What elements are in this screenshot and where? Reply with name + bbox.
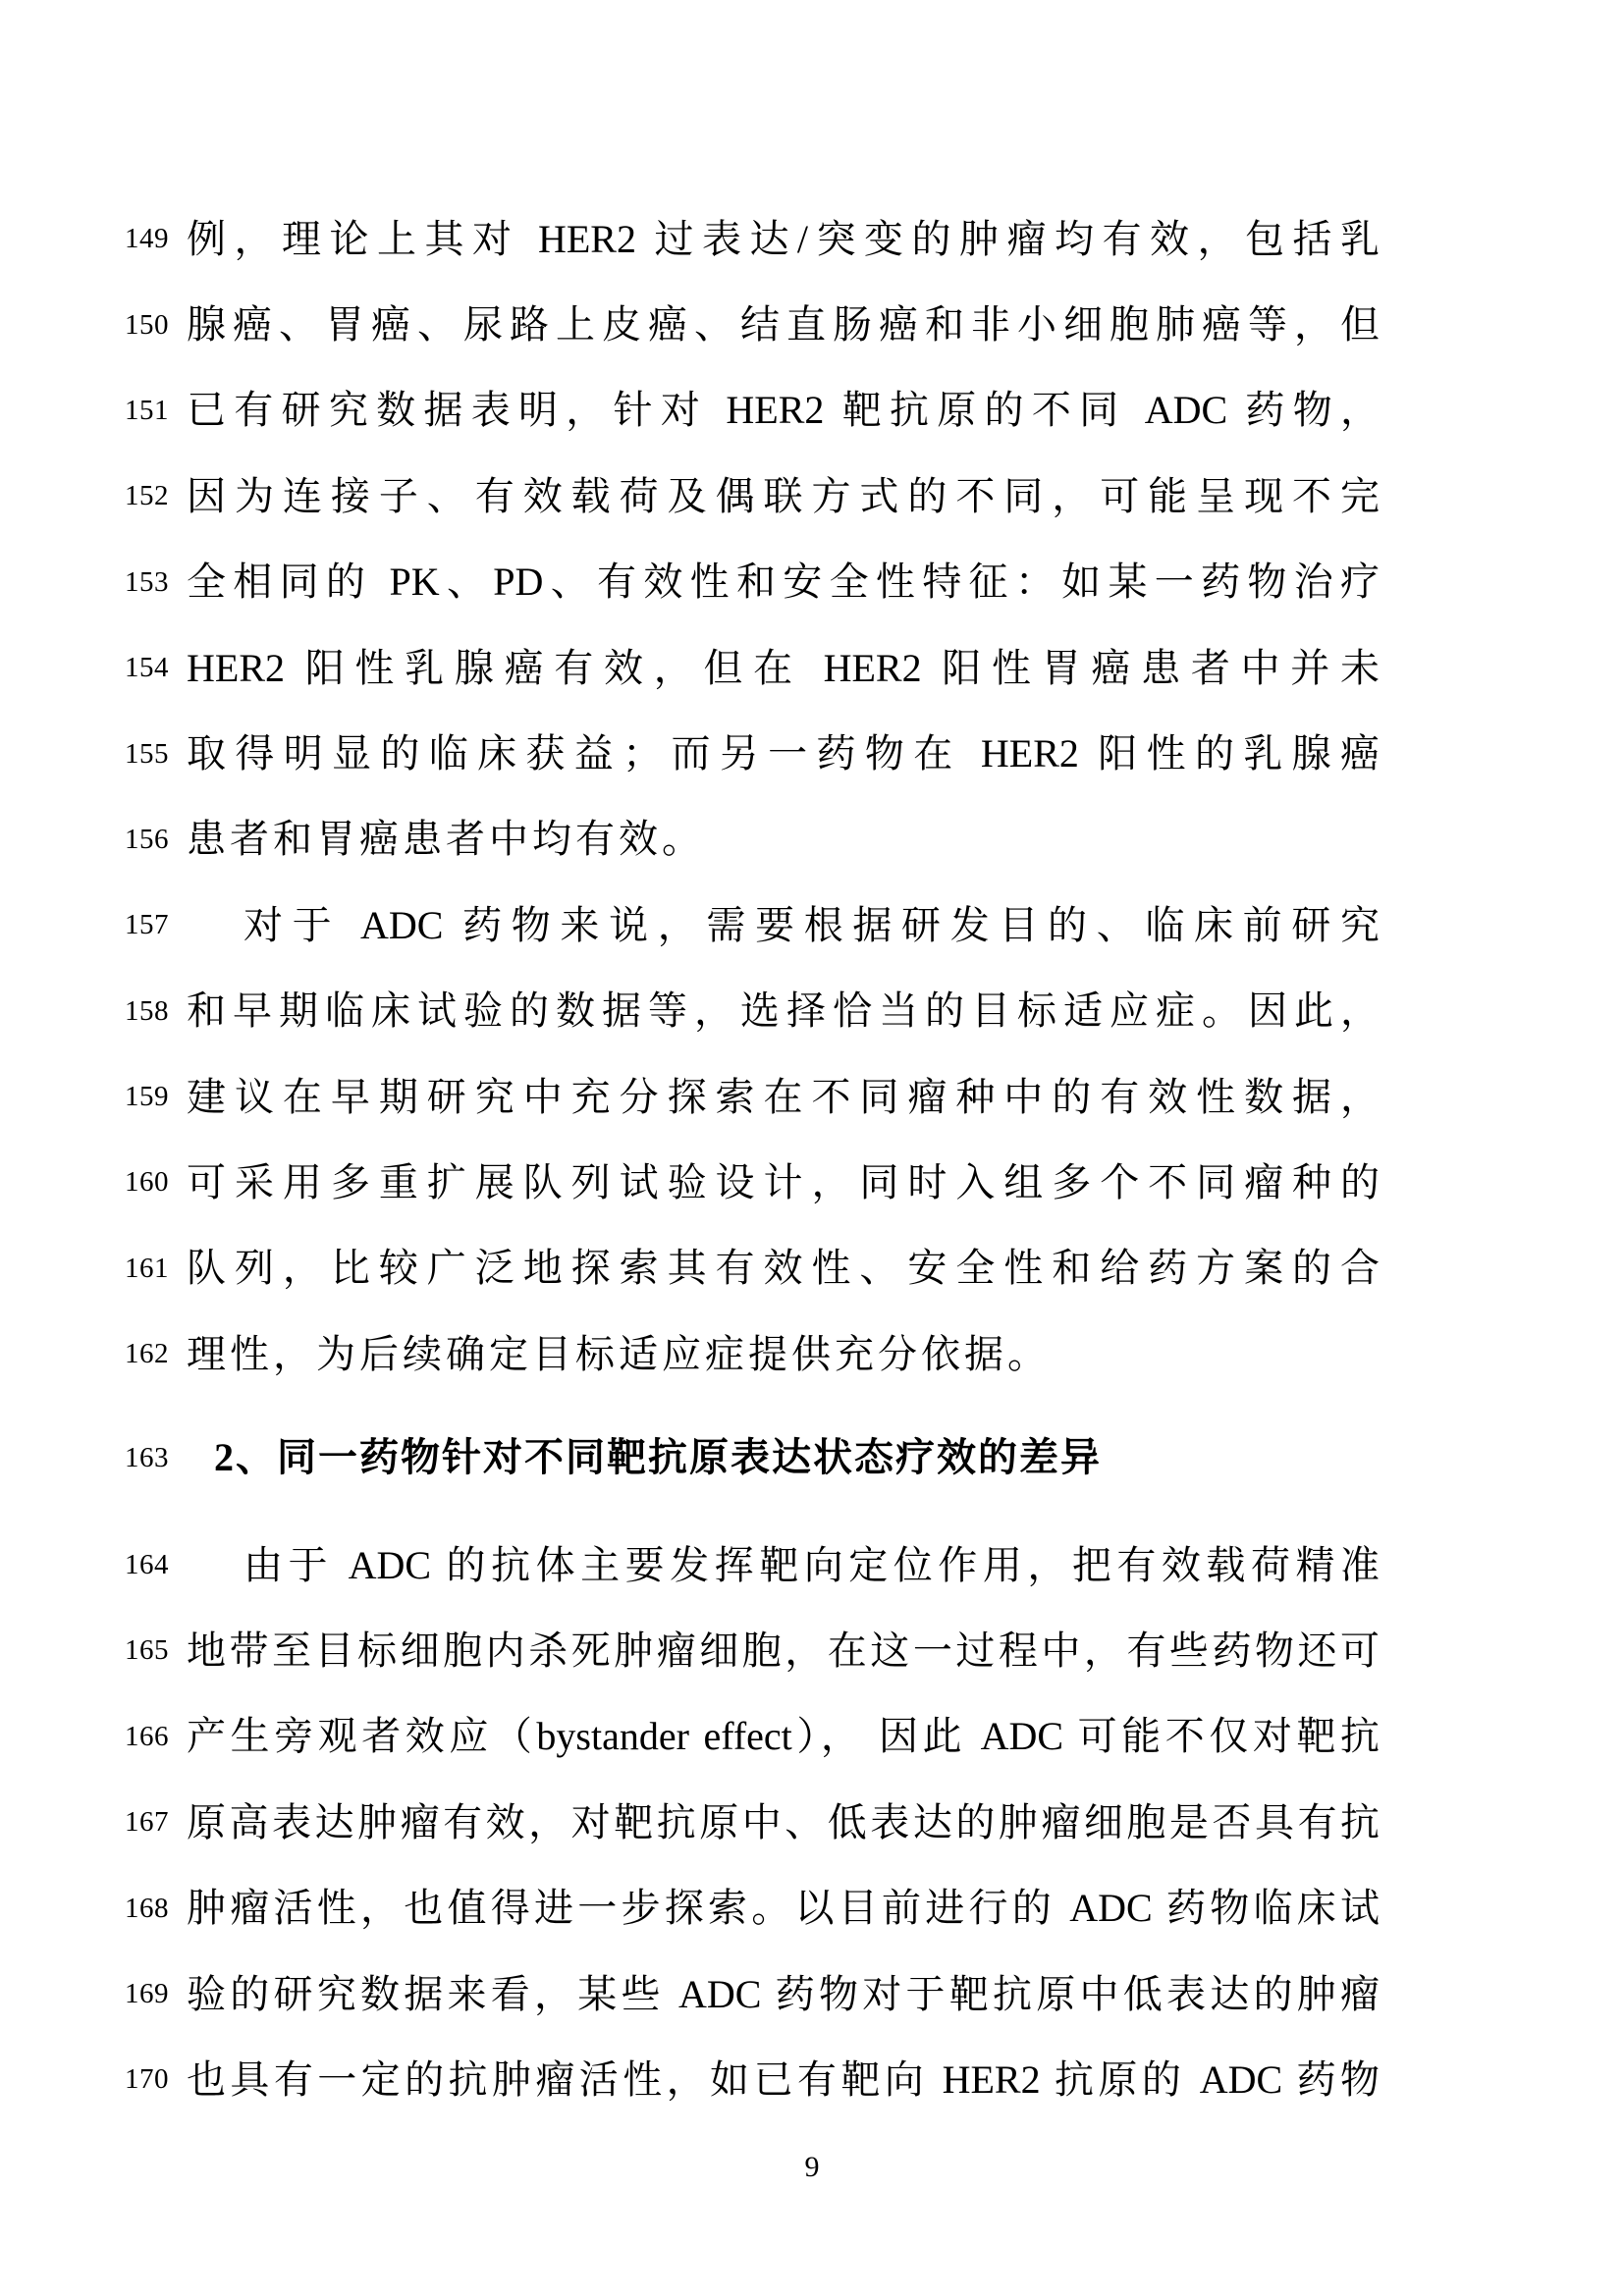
section-heading: 2、同一药物针对不同靶抗原表达状态疗效的差异 [214, 1435, 1102, 1480]
line-text: 患者和胃癌患者中均有效。 [187, 817, 705, 862]
doc-line-row [0, 1694, 1624, 1780]
doc-line-row [0, 454, 1624, 539]
line-text: 原高表达肿瘤有效，对靶抗原中、低表达的肿瘤细胞是否具有抗 [187, 1799, 1380, 1844]
line-number: 158 [125, 994, 169, 1027]
doc-line-row [0, 1415, 1624, 1500]
line-number: 160 [125, 1166, 169, 1199]
line-text: 和早期临床试验的数据等，选择恰当的目标适应症。因此， [187, 988, 1380, 1034]
line-text: 全相同的 PK、PD、有效性和安全性特征：如某一药物治疗 [187, 560, 1380, 605]
line-number: 162 [125, 1338, 169, 1370]
doc-line-row [0, 1608, 1624, 1693]
line-number: 165 [125, 1634, 169, 1667]
page-number: 9 [804, 2150, 820, 2183]
doc-line-row [0, 282, 1624, 367]
line-number: 152 [125, 480, 169, 512]
line-text: 腺癌、胃癌、尿路上皮癌、结直肠癌和非小细胞肺癌等，但 [187, 302, 1380, 347]
line-text: 肿瘤活性，也值得进一步探索。以目前进行的 ADC 药物临床试 [187, 1886, 1380, 1931]
doc-line-row [0, 1140, 1624, 1225]
line-number: 155 [125, 737, 169, 770]
doc-line-row [0, 2037, 1624, 2122]
line-text: 验的研究数据来看，某些 ADC 药物对于靶抗原中低表达的肿瘤 [187, 1971, 1380, 2016]
line-text: 因为连接子、有效载荷及偶联方式的不同，可能呈现不完 [187, 473, 1380, 518]
line-number: 161 [125, 1252, 169, 1284]
line-number: 150 [125, 308, 169, 341]
line-number: 159 [125, 1081, 169, 1113]
doc-line-row [0, 1951, 1624, 2037]
doc-line-row [0, 540, 1624, 625]
doc-line-row [0, 1780, 1624, 1865]
line-number: 164 [125, 1549, 169, 1581]
doc-line-row [0, 1311, 1624, 1397]
line-number: 169 [125, 1978, 169, 2009]
doc-line-row [0, 882, 1624, 968]
doc-line-row [0, 196, 1624, 282]
doc-line-row [0, 625, 1624, 711]
line-number: 163 [125, 1441, 169, 1473]
line-text: 由于 ADC 的抗体主要发挥靶向定位作用，把有效载荷精准 [244, 1542, 1380, 1587]
doc-line-row [0, 368, 1624, 454]
line-text: 也具有一定的抗肿瘤活性，如已有靶向 HER2 抗原的 ADC 药物 [187, 2056, 1380, 2102]
line-number: 153 [125, 565, 169, 598]
line-text: 队列，比较广泛地探索其有效性、安全性和给药方案的合 [187, 1246, 1380, 1291]
line-text: 建议在早期研究中充分探索在不同瘤种中的有效性数据， [187, 1074, 1380, 1119]
line-number: 149 [125, 223, 169, 255]
line-text: 理性，为后续确定目标适应症提供充分依据。 [187, 1331, 1051, 1376]
line-text: 例，理论上其对 HER2 过表达/突变的肿瘤均有效，包括乳 [187, 216, 1380, 261]
line-number: 154 [125, 652, 169, 684]
line-text: 产生旁观者效应（bystander effect）， 因此 ADC 可能不仅对靶抗 [187, 1714, 1380, 1759]
line-number: 151 [125, 394, 169, 426]
doc-line-row [0, 1054, 1624, 1140]
line-number: 156 [125, 823, 169, 855]
line-number: 167 [125, 1806, 169, 1839]
line-text: HER2 阳性乳腺癌有效，但在 HER2 阳性胃癌患者中并未 [187, 645, 1380, 690]
line-number: 170 [125, 2063, 169, 2096]
line-number: 157 [125, 909, 169, 941]
line-text: 已有研究数据表明，针对 HER2 靶抗原的不同 ADC 药物， [187, 388, 1380, 433]
doc-line-row [0, 1865, 1624, 1950]
line-text: 取得明显的临床获益；而另一药物在 HER2 阳性的乳腺癌 [187, 731, 1380, 776]
line-text: 对于 ADC 药物来说，需要根据研发目的、临床前研究 [244, 902, 1380, 947]
doc-line-row [0, 711, 1624, 796]
line-number: 168 [125, 1892, 169, 1924]
line-text: 可采用多重扩展队列试验设计，同时入组多个不同瘤种的 [187, 1159, 1380, 1204]
doc-line-row [0, 1226, 1624, 1311]
doc-line-row [0, 797, 1624, 882]
line-text: 地带至目标细胞内杀死肿瘤细胞，在这一过程中，有些药物还可 [187, 1628, 1380, 1673]
doc-line-row [0, 969, 1624, 1054]
line-number: 166 [125, 1720, 169, 1752]
doc-line-row [0, 1522, 1624, 1608]
